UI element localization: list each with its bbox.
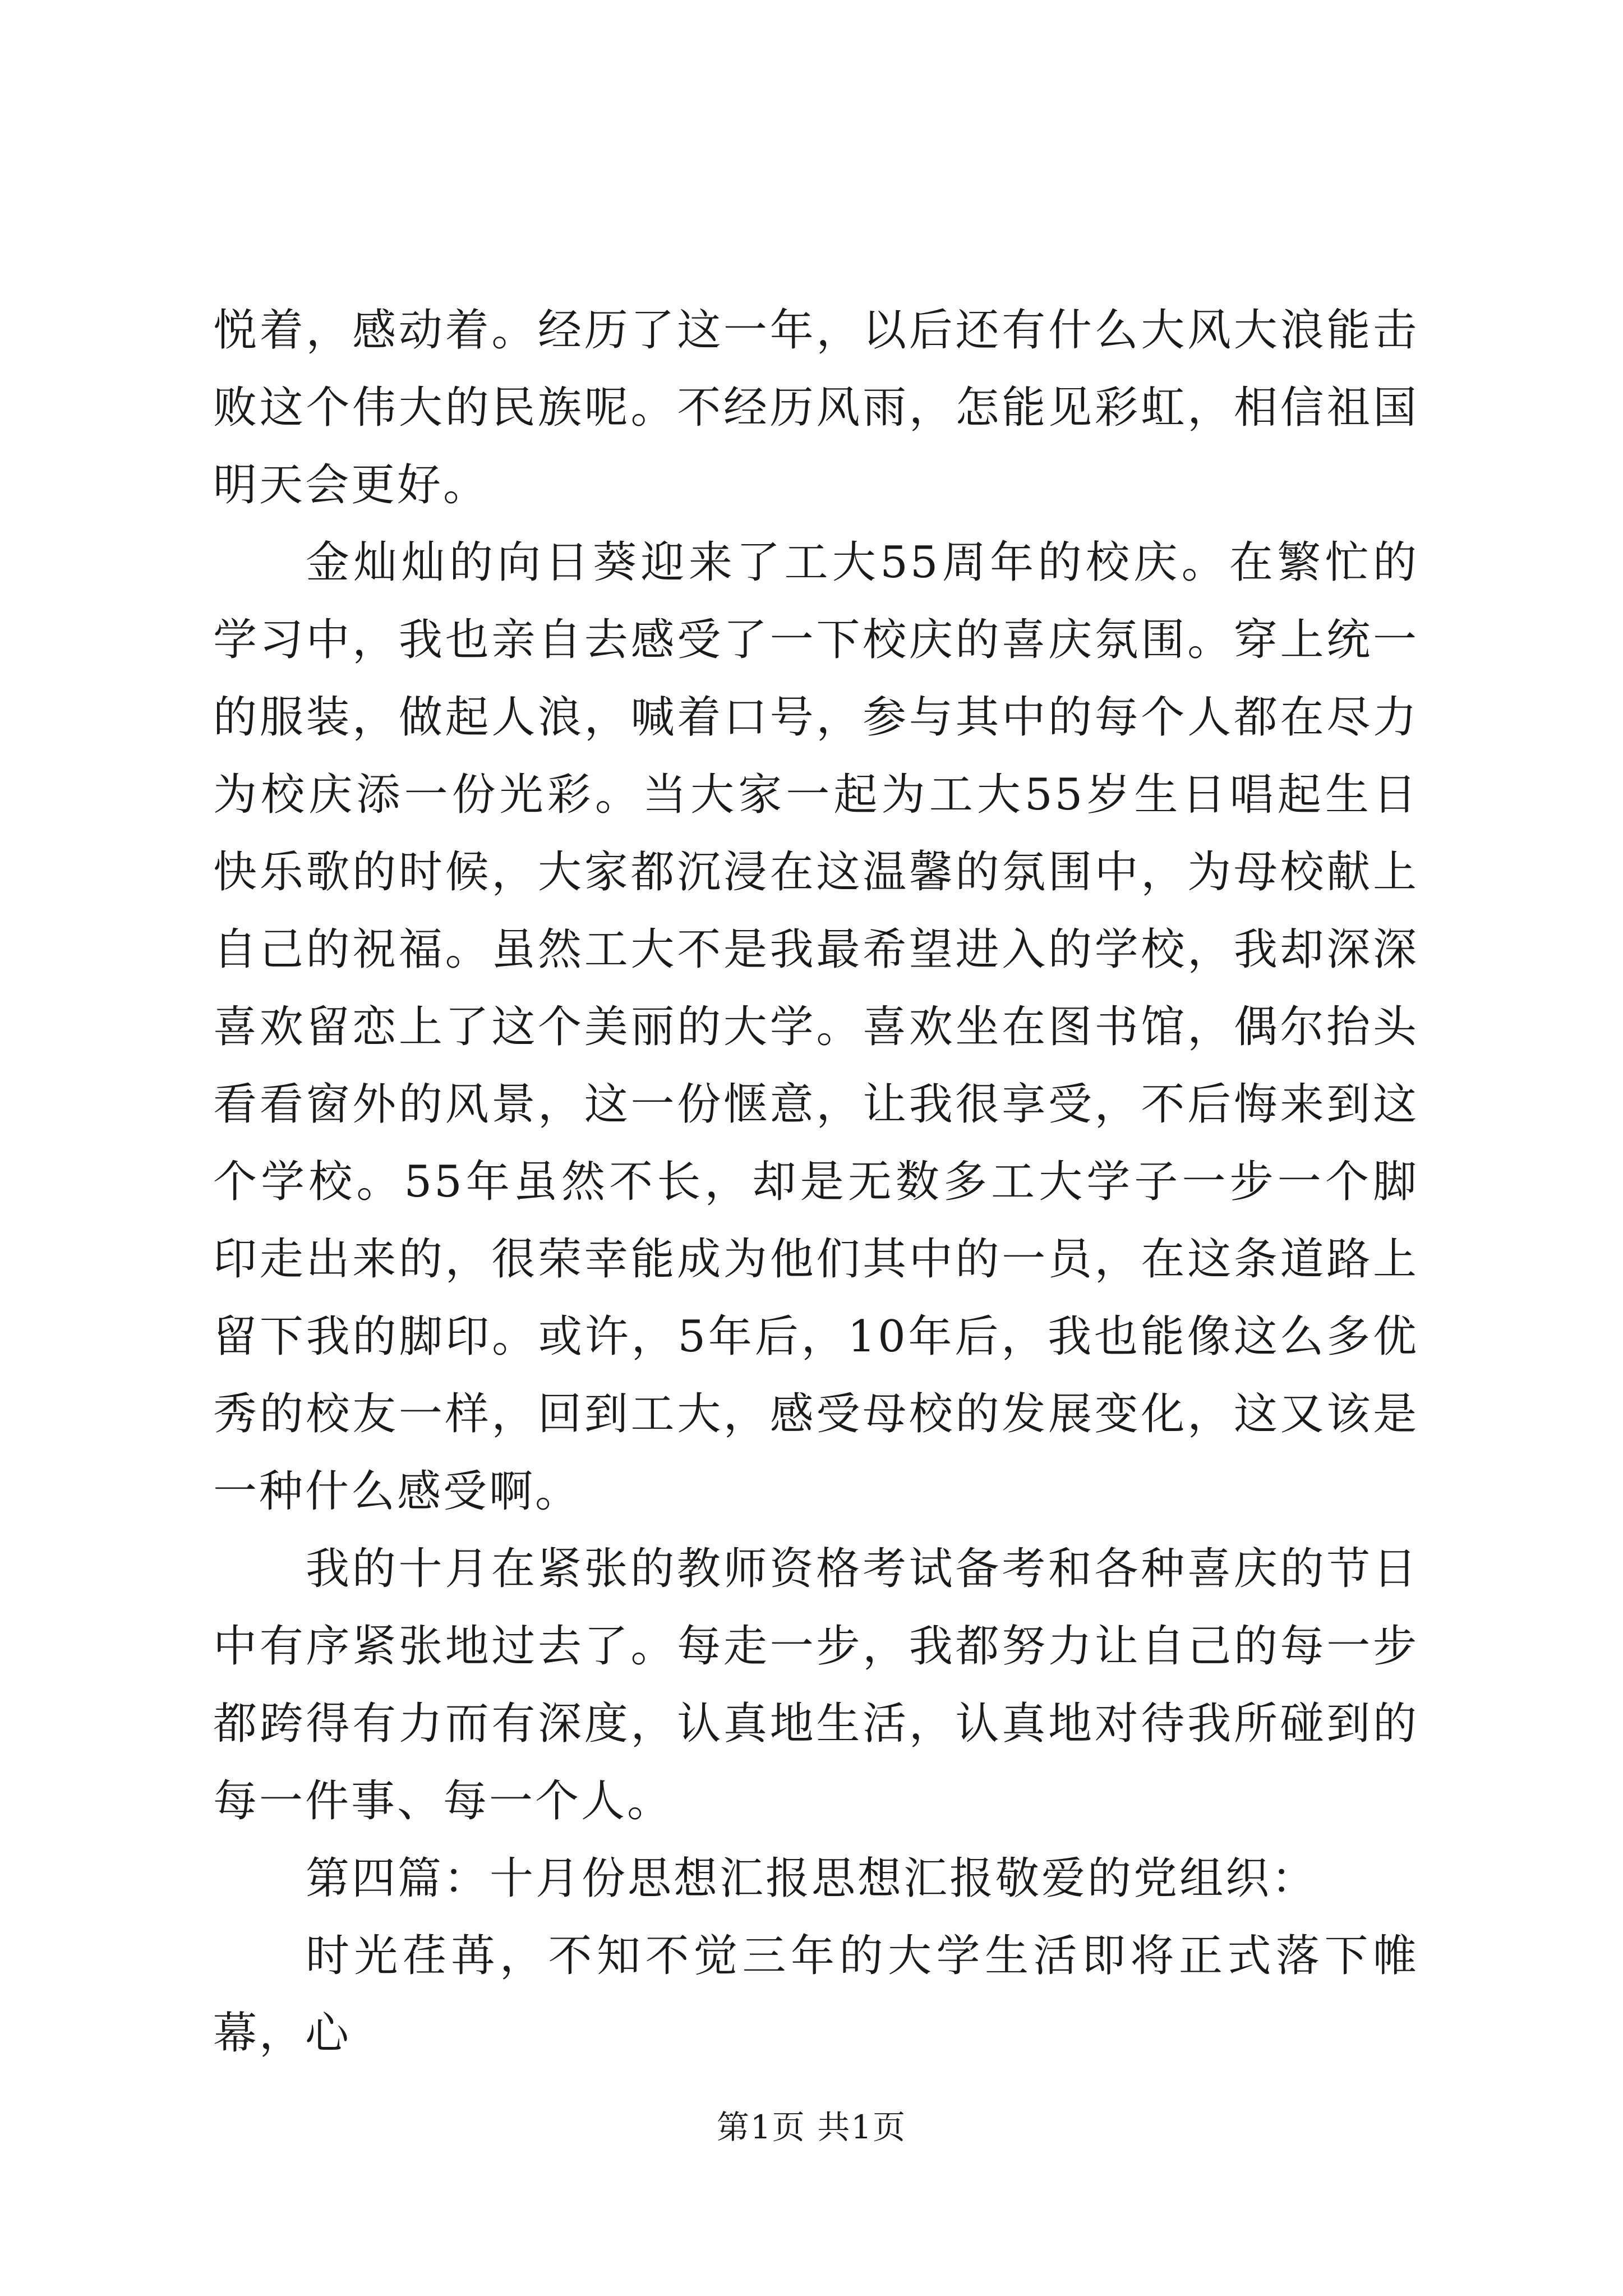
section-heading: 第四篇：十月份思想汇报思想汇报敬爱的党组织： [306, 1853, 1318, 1904]
paragraph-continuation: 悦着，感动着。经历了这一年，以后还有什么大风大浪能击败这个伟大的民族呢。不经历风雨，怎能见彩虹，相信祖国明天会更好。 [213, 305, 1419, 510]
paragraph-section-start: 时光荏苒，不知不觉三年的大学生活即将正式落下帷幕，心 [213, 1931, 1419, 2059]
paragraph-anniversary: 金灿灿的向日葵迎来了工大55周年的校庆。在繁忙的学习中，我也亲自去感受了一下校庆的喜庆氛围。穿上统一的服装，做起人浪，喊着口号，参与其中的每个人都在尽力为校庆添一份光彩。当大家一起为工大55岁生日唱起生日快乐歌的时候，大家都沉浸在这温馨的氛围中，为母校献上自己的祝福。虽然工大不是我最希望进入的学校，我却深深喜欢留恋上了这个美丽的大学。喜欢坐在图书馆，偶尔抬头看看窗外的风景，这一份惬意，让我很享受，不后悔来到这个学校。55年虽然不长，却是无数多工大学子一步一个脚印走出来的，很荣幸能成为他们其中的一员，在这条道路上留下我的脚印。或许，5年后，10年后，我也能像这么多优秀的校友一样，回到工大，感受母校的发展变化，这又该是一种什么感受啊。 [213, 537, 1419, 1517]
document-body [213, 292, 1419, 2072]
page-footer: 第1页 共1页 [716, 2108, 907, 2146]
paragraph-october-summary: 我的十月在紧张的教师资格考试备考和各种喜庆的节日中有序紧张地过去了。每走一步，我都努力让自己的每一步都跨得有力而有深度，认真地生活，认真地对待我所碰到的每一件事、每一个人。 [213, 1544, 1419, 1826]
